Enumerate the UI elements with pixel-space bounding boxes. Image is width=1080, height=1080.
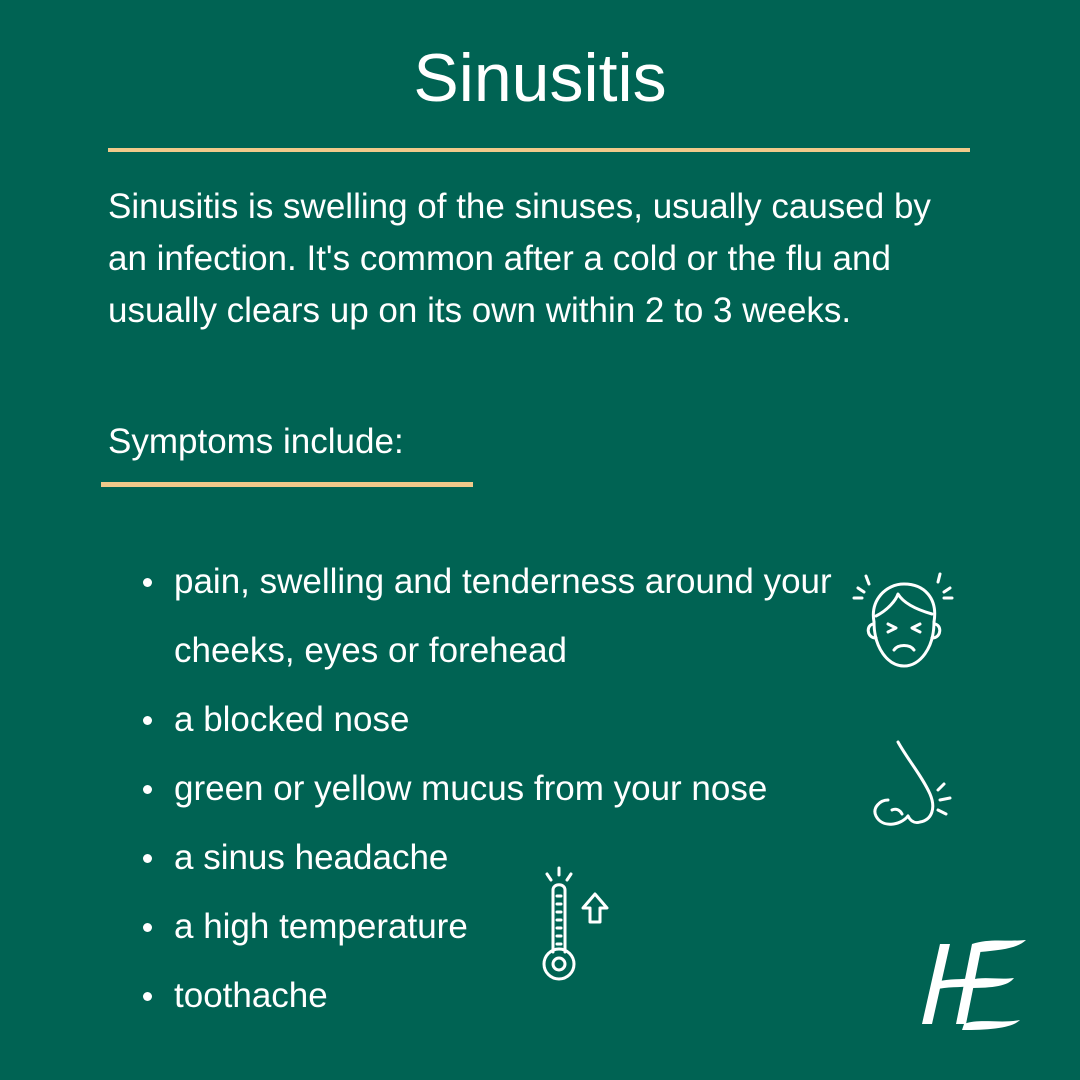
bullet <box>143 716 152 725</box>
list-item <box>130 754 850 823</box>
symptom-text: green or yellow mucus from your nose <box>174 769 768 808</box>
list-item <box>130 685 850 754</box>
symptom-text: toothache <box>174 976 328 1015</box>
page-title: Sinusitis <box>413 40 667 116</box>
bullet <box>143 992 152 1001</box>
bullet <box>143 785 152 794</box>
symptom-list <box>130 547 850 1030</box>
symptom-text: pain, swelling and tenderness around your cheeks, eyes or forehead <box>174 562 832 670</box>
bullet <box>143 578 152 587</box>
list-item <box>130 961 850 1030</box>
title-divider <box>108 148 970 152</box>
bullet <box>143 923 152 932</box>
list-item <box>130 892 850 961</box>
list-item <box>130 823 850 892</box>
bullet <box>143 854 152 863</box>
pained-face-icon <box>852 570 956 674</box>
symptom-text: a blocked nose <box>174 700 410 739</box>
symptoms-divider <box>101 482 473 487</box>
nose-icon <box>868 738 956 832</box>
symptoms-heading: Symptoms include: <box>108 422 404 461</box>
symptom-text: a sinus headache <box>174 838 449 877</box>
symptom-text: a high temperature <box>174 907 468 946</box>
list-item <box>130 547 850 685</box>
intro-paragraph: Sinusitis is swelling of the sinuses, usually caused by an infection. It's common after a cold or the flu and usually clears up on its own within 2 to 3 weeks. <box>108 187 931 330</box>
thermometer-icon <box>535 866 613 984</box>
hse-logo-icon <box>910 938 1030 1030</box>
